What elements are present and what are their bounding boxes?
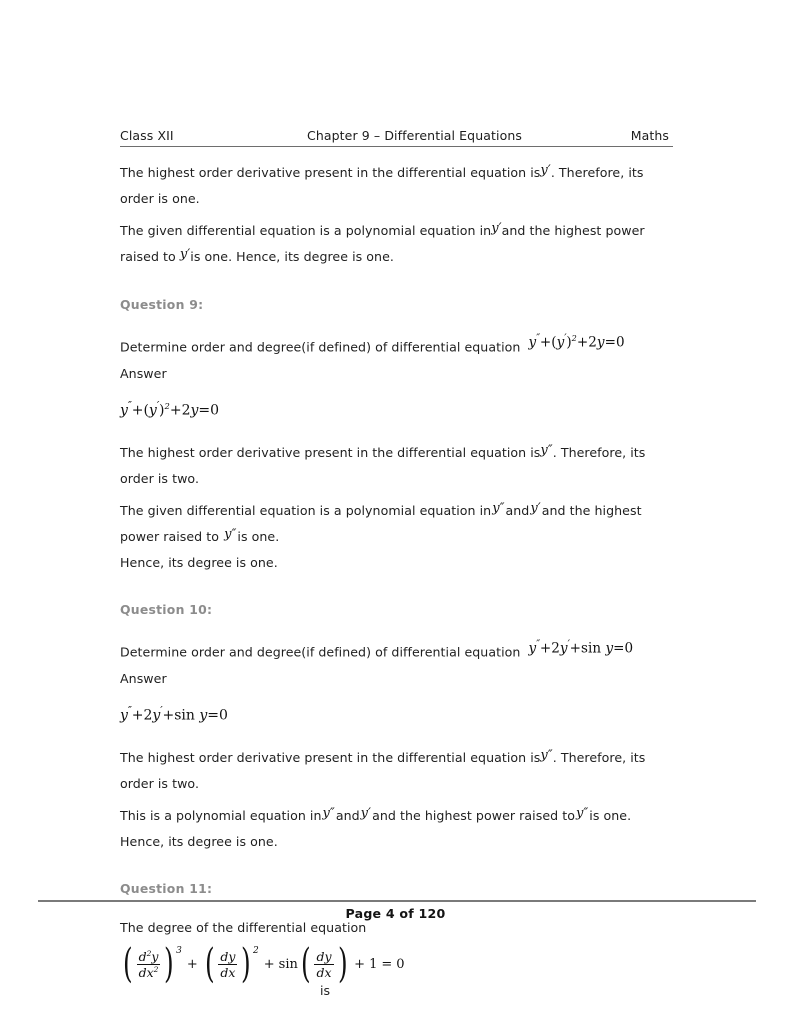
paragraph-q10-prompt — [120, 636, 676, 666]
math-y-double-prime: y″ — [575, 806, 589, 822]
math-y-double-prime: y″ — [224, 527, 237, 543]
spacer — [120, 728, 676, 745]
page-header — [120, 128, 673, 143]
q10-order-text-b: . Therefore, its order is two. — [120, 750, 646, 792]
q10-degree-text-b: and the highest power raised to — [372, 808, 575, 824]
fraction-dy-dx — [217, 950, 238, 980]
q9-degree-and: and — [505, 503, 530, 519]
spacer — [120, 386, 676, 393]
fraction-dy-dx — [313, 950, 334, 980]
paragraph-q9-prompt — [120, 331, 676, 361]
q9-degree-text-a: The given differential equation is a polynomial equation in — [120, 503, 492, 519]
q8-order-text-b: . Therefore, its order is one. — [120, 165, 644, 206]
q9-prompt-text: Determine order and degree(if defined) of differential equation — [120, 339, 521, 355]
q10-prompt-text: Determine order and degree(if defined) of differential equation — [120, 644, 521, 660]
spacer — [120, 940, 676, 948]
page-number-footer: Page 4 of 120 — [345, 906, 446, 921]
fraction-denominator: dx — [220, 965, 236, 981]
q11-trailing-word: is — [320, 983, 331, 999]
fraction-numerator: $d^2y$ — [138, 948, 159, 964]
paren-right-icon: ) — [337, 941, 348, 988]
q10-degree-text-a: This is a polynomial equation in — [120, 808, 322, 824]
q10-degree-and: and — [335, 808, 360, 824]
paragraph-q10-degree — [120, 803, 676, 829]
q9-order-text-b: . Therefore, its order is two. — [120, 445, 646, 487]
footer-divider — [38, 900, 756, 902]
math-y-prime: y′ — [179, 247, 191, 262]
spacer — [120, 423, 676, 440]
q9-degree-text-c: is one. — [237, 529, 280, 545]
paren-left-icon: ( — [204, 941, 215, 988]
math-y-prime: y′ — [530, 501, 541, 517]
math-equation-q10-display: y″+2y′+sin y=0 — [120, 703, 228, 724]
math-y-prime: y′ — [360, 806, 372, 822]
question-heading-11: Question 11: — [120, 881, 213, 897]
operator-equals: = — [381, 957, 393, 973]
q10-order-text-a: The highest order derivative present in the differential equation is — [120, 750, 541, 766]
fraction-denominator: $dx^2$ — [138, 965, 159, 981]
operator-plus: + — [186, 957, 198, 973]
q8-degree-text-b: and the highest power raised to — [120, 223, 645, 264]
header-class-label: Class XII — [120, 128, 174, 143]
header-chapter-title: Chapter 9 – Differential Equations — [307, 128, 522, 143]
paragraph-q9-conclusion: Hence, its degree is one. — [120, 555, 278, 571]
answer-label-q10: Answer — [120, 670, 167, 686]
spacer — [120, 491, 676, 498]
fraction-d2y-dx2 — [136, 950, 162, 980]
paren-right-icon: ) — [164, 941, 175, 988]
q8-degree-text-a: The given differential equation is a polynomial equation in — [120, 223, 492, 238]
paren-left-icon: ( — [122, 941, 133, 988]
spacer — [120, 575, 676, 601]
math-equation-q11-display — [120, 941, 405, 988]
q8-order-text-a: The highest order derivative present in the differential equation is — [120, 165, 541, 180]
exponent-three: 3 — [176, 946, 182, 957]
math-y-double-prime: y″ — [492, 501, 505, 517]
spacer — [120, 270, 676, 296]
function-sin: sin — [278, 957, 298, 973]
spacer — [120, 691, 676, 698]
paragraph-q10-order — [120, 745, 676, 796]
math-equation-q10-inline: y″+2y′+sin y=0 — [528, 638, 634, 657]
paragraph-q10-conclusion: Hence, its degree is one. — [120, 834, 278, 850]
constant-one: 1 — [369, 957, 378, 973]
paragraph-q11-prompt: The degree of the differential equation — [120, 920, 367, 936]
header-divider — [120, 146, 673, 147]
math-equation-q9-inline: $y''+(y')^2+2y=0$ — [528, 332, 625, 351]
paragraph-q8-order — [120, 160, 676, 211]
q9-order-text-a: The highest order derivative present in the differential equation is — [120, 445, 541, 461]
spacer — [120, 211, 676, 218]
question-heading-9: Question 9: — [120, 297, 204, 312]
q10-degree-text-c: is one. — [589, 808, 632, 824]
math-equation-q9-display: $y''+(y')^2+2y=0$ — [120, 398, 220, 419]
question-heading-10: Question 10: — [120, 602, 213, 618]
document-body — [120, 160, 676, 998]
math-y-double-prime: y″ — [322, 806, 335, 822]
q8-degree-text-c: is one. Hence, its degree is one. — [190, 249, 394, 264]
paren-right-icon: ) — [241, 941, 252, 988]
answer-label-q9: Answer — [120, 365, 167, 381]
constant-zero: 0 — [396, 957, 405, 973]
spacer — [120, 854, 676, 880]
paragraph-q9-order — [120, 440, 676, 491]
paren-left-icon: ( — [300, 941, 311, 988]
paragraph-q9-degree — [120, 498, 676, 550]
paragraph-q8-degree — [120, 218, 676, 270]
spacer — [120, 796, 676, 803]
math-y-prime: y′ — [491, 221, 502, 236]
exponent-two: 2 — [253, 946, 259, 957]
math-group-sine — [278, 941, 351, 988]
fraction-numerator: dy — [316, 948, 332, 964]
q9-degree-text-b: and the highest power raised to — [120, 503, 642, 545]
fraction-denominator: dx — [316, 965, 332, 981]
operator-plus: + — [354, 957, 366, 973]
math-group-second-derivative — [120, 941, 183, 988]
math-y-double-prime: y″ — [540, 748, 553, 764]
header-subject-label: Maths — [630, 128, 669, 143]
math-y-double-prime: y″ — [540, 443, 553, 459]
math-y-prime: y′ — [540, 163, 551, 178]
operator-plus: + — [263, 957, 275, 973]
fraction-numerator: dy — [220, 948, 236, 964]
math-group-first-derivative — [202, 941, 260, 988]
